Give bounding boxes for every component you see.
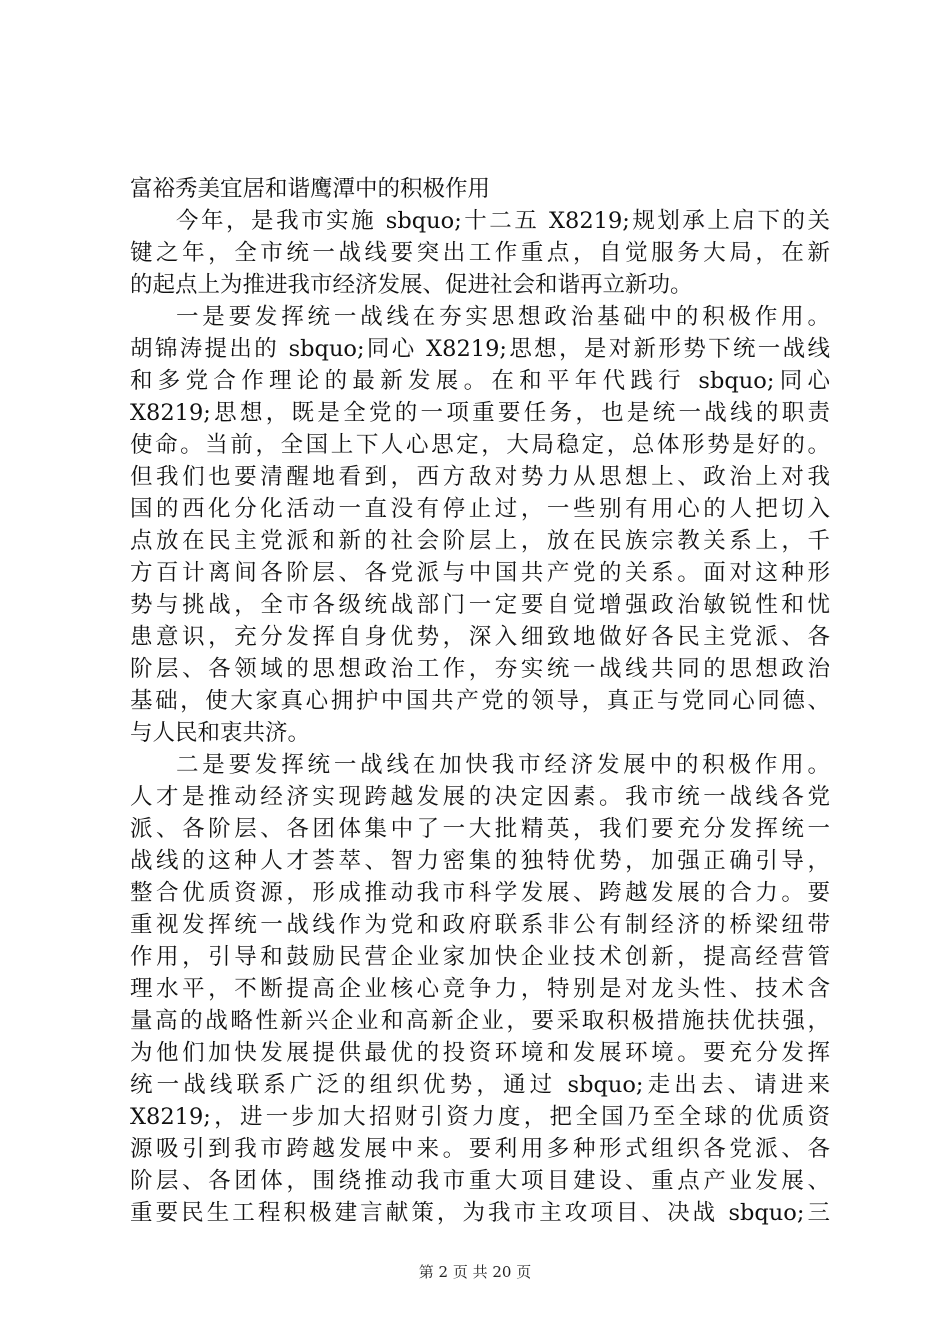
text-line: 使命。当前，全国上下人心思定，大局稳定，总体形势是好的。 xyxy=(130,432,830,458)
text-line: 和多党合作理论的最新发展。在和平年代践行 sbquo;同心 xyxy=(130,368,830,394)
document-body xyxy=(130,173,830,1229)
text-line: 二是要发挥统一战线在加快我市经济发展中的积极作用。 xyxy=(176,752,830,778)
text-line: 患意识，充分发挥自身优势，深入细致地做好各民主党派、各 xyxy=(130,624,830,650)
text-line: 今年，是我市实施 sbquo;十二五 X8219;规划承上启下的关 xyxy=(176,208,830,234)
text-line: 为他们加快发展提供最优的投资环境和发展环境。要充分发挥 xyxy=(130,1040,830,1066)
text-line: 人才是推动经济实现跨越发展的决定因素。我市统一战线各党 xyxy=(130,784,830,810)
text-line: 理水平，不断提高企业核心竞争力，特别是对龙头性、技术含 xyxy=(130,976,830,1002)
text-line: 点放在民主党派和新的社会阶层上，放在民族宗教关系上，千 xyxy=(130,528,830,554)
text-line: 量高的战略性新兴企业和高新企业，要采取积极措施扶优扶强， xyxy=(130,1008,830,1034)
text-line: 战线的这种人才荟萃、智力密集的独特优势，加强正确引导， xyxy=(130,848,830,874)
text-line: 作用，引导和鼓励民营企业家加快企业技术创新，提高经营管 xyxy=(130,944,830,970)
text-line: X8219;思想，既是全党的一项重要任务，也是统一战线的职责 xyxy=(130,400,830,426)
text-line: 但我们也要清醒地看到，西方敌对势力从思想上、政治上对我 xyxy=(130,464,830,490)
text-line: 派、各阶层、各团体集中了一大批精英，我们要充分发挥统一 xyxy=(130,816,830,842)
text-line: 与人民和衷共济。 xyxy=(130,720,311,746)
page-number: 第 2 页 共 20 页 xyxy=(418,1263,532,1281)
text-line: 阶层、各团体，围绕推动我市重大项目建设、重点产业发展、 xyxy=(130,1168,830,1194)
text-line: 国的西化分化活动一直没有停止过，一些别有用心的人把切入 xyxy=(130,496,830,522)
text-line: 胡锦涛提出的 sbquo;同心 X8219;思想，是对新形势下统一战线 xyxy=(130,336,830,362)
text-line: 基础，使大家真心拥护中国共产党的领导，真正与党同心同德、 xyxy=(130,688,830,714)
text-line: 统一战线联系广泛的组织优势，通过 sbquo;走出去、请进来 xyxy=(130,1072,830,1098)
text-line: 整合优质资源，形成推动我市科学发展、跨越发展的合力。要 xyxy=(130,880,830,906)
text-line: 重视发挥统一战线作为党和政府联系非公有制经济的桥梁纽带 xyxy=(130,912,830,938)
text-line: 源吸引到我市跨越发展中来。要利用多种形式组织各党派、各 xyxy=(130,1136,830,1162)
text-line: X8219;，进一步加大招财引资力度，把全国乃至全球的优质资 xyxy=(130,1104,830,1130)
text-line: 的起点上为推进我市经济发展、促进社会和谐再立新功。 xyxy=(130,272,693,298)
text-line: 一是要发挥统一战线在夯实思想政治基础中的积极作用。 xyxy=(176,304,830,330)
text-line: 重要民生工程积极建言献策，为我市主攻项目、决战 sbquo;三 xyxy=(130,1200,830,1226)
text-line: 键之年，全市统一战线要突出工作重点，自觉服务大局，在新 xyxy=(130,240,830,266)
text-line: 方百计离间各阶层、各党派与中国共产党的关系。面对这种形 xyxy=(130,560,830,586)
text-line: 阶层、各领域的思想政治工作，夯实统一战线共同的思想政治 xyxy=(130,656,830,682)
text-line: 富裕秀美宜居和谐鹰潭中的积极作用 xyxy=(130,176,491,202)
text-line: 势与挑战，全市各级统战部门一定要自觉增强政治敏锐性和忧 xyxy=(130,592,830,618)
